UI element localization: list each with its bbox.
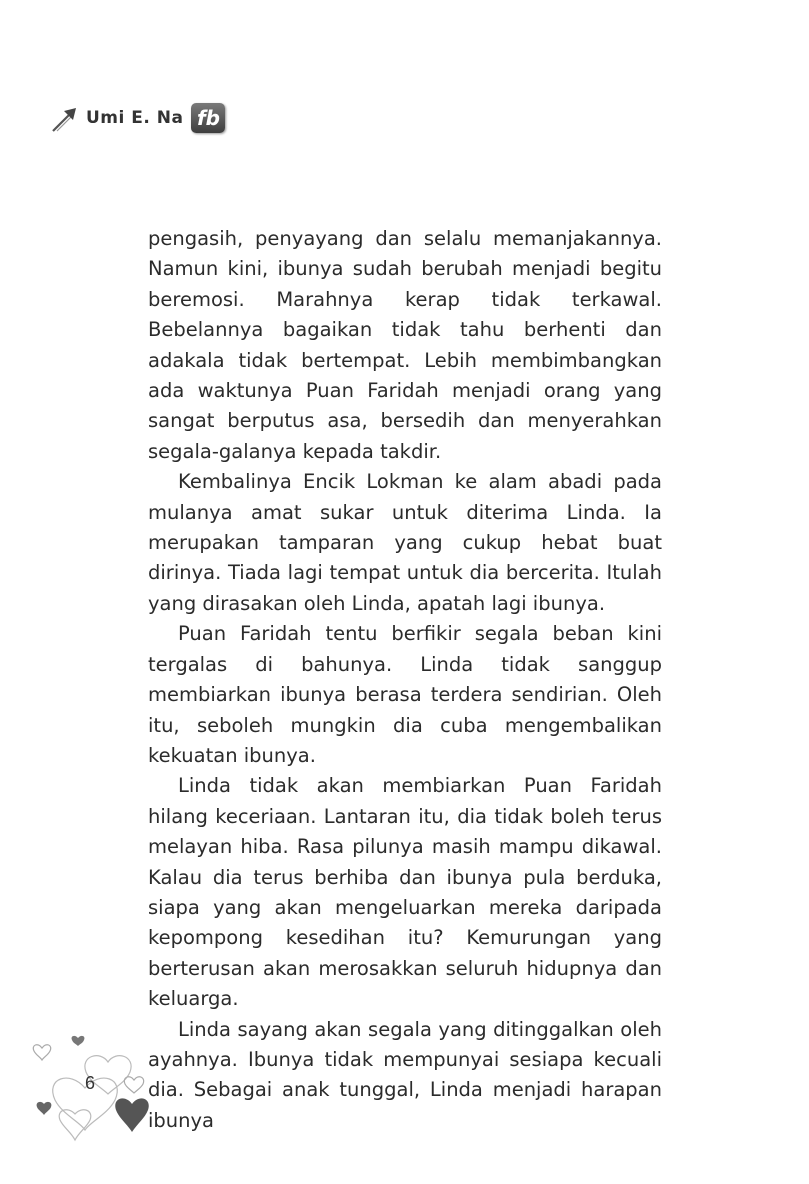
body-text xyxy=(148,224,662,1136)
paragraph: Linda tidak akan membiarkan Puan Faridah hilang keceriaan. Lantaran itu, dia tidak boleh terus melayan hiba. Rasa pilunya masih mampu dikawal. Kalau dia terus berhiba dan ibunya pula berduka, siapa yang akan mengeluarkan mereka daripada kepompong kesedihan itu? Kemurungan yang berterusan akan merosakkan seluruh hidupnya dan keluarga. xyxy=(148,774,662,1011)
paragraph: Puan Faridah tentu berfikir segala beban kini tergalas di bahunya. Linda tidak sanggup membiarkan ibunya berasa terdera sendirian. Oleh itu, seboleh mungkin dia cuba mengembalikan kekuatan ibunya. xyxy=(148,622,662,767)
fb-logo: fb xyxy=(191,103,225,133)
page-number: 6 xyxy=(85,1073,96,1093)
arrow-icon xyxy=(50,102,82,134)
page-header xyxy=(50,100,225,136)
paragraph: Linda sayang akan segala yang ditinggalkan oleh ayahnya. Ibunya tidak mempunyai sesiapa kecuali dia. Sebagai anak tunggal, Linda menjadi harapan ibunya xyxy=(148,1017,662,1132)
author-name: Umi E. Na xyxy=(86,108,184,128)
paragraph: Kembalinya Encik Lokman ke alam abadi pada mulanya amat sukar untuk diterima Linda. Ia merupakan tamparan yang cukup hebat buat dirinya. Tiada lagi tempat untuk dia bercerita. Itulah yang dirasakan oleh Linda, apatah lagi ibunya. xyxy=(148,470,662,615)
paragraph: pengasih, penyayang dan selalu memanjakannya. Namun kini, ibunya sudah berubah menjadi begitu beremosi. Marahnya kerap tidak terkawal. Bebelannya bagaikan tidak tahu berhenti dan adakala tidak bertempat. Lebih membimbangkan ada waktunya Puan Faridah menjadi orang yang sangat berputus asa, bersedih dan menyerahkan segala-galanya kepada takdir. xyxy=(148,227,662,463)
